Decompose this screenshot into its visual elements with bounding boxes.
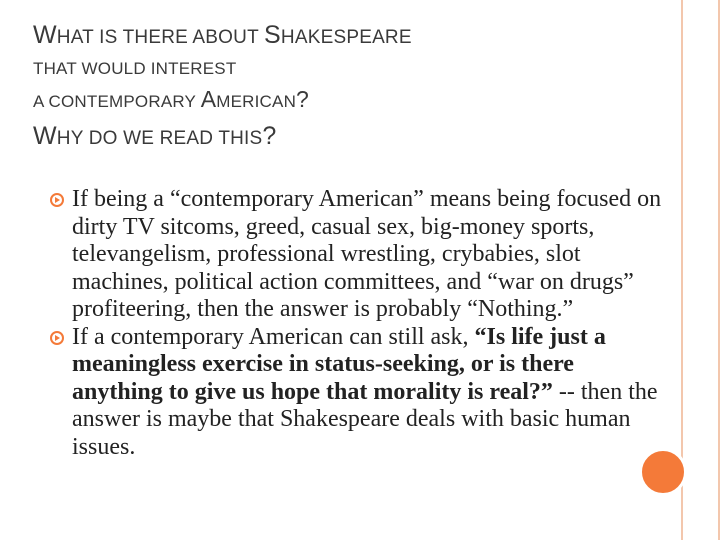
title-line-1 xyxy=(33,20,653,53)
title-question-mark: ? xyxy=(262,122,277,150)
title-text: A CONTEMPORARY xyxy=(33,92,196,111)
bullet-item-2 xyxy=(50,324,665,462)
title-cap: A xyxy=(200,86,217,112)
title-line-2: THAT WOULD INTEREST xyxy=(33,59,237,78)
bullet-text: -- then the answer is maybe that Shakespeare deals with basic human issues. xyxy=(72,378,658,460)
title-line-4 xyxy=(33,120,653,155)
slide-body xyxy=(50,186,665,461)
slide-title xyxy=(33,20,653,155)
title-text: HY DO WE READ THIS xyxy=(56,128,263,149)
title-line-3 xyxy=(33,85,653,116)
title-cap: W xyxy=(33,122,57,150)
title-text: HAT IS THERE ABOUT xyxy=(56,27,259,48)
bullet-icon xyxy=(50,331,64,345)
title-text: MERICAN xyxy=(216,92,297,111)
title-question-mark: ? xyxy=(296,86,310,112)
bullet-icon xyxy=(50,193,64,207)
bullet-bold-text: “Is life just a meaningless exercise in status-seeking, or is there anything to give us hope that morality is real?” xyxy=(72,323,606,405)
title-cap: W xyxy=(33,21,57,49)
bullet-text: If a contemporary American can still ask, xyxy=(72,323,475,350)
bullet-item-1 xyxy=(50,186,665,324)
title-cap: S xyxy=(264,21,281,49)
title-text: HAKESPEARE xyxy=(280,27,412,48)
bullet-text: If being a “contemporary American” means being focused on dirty TV sitcoms, greed, casual sex, big-money sports, televangelism, professional wrestling, crybabies, slot machines, political action committees, and “war on drugs” profiteering, then the answer is probably “Nothing.” xyxy=(72,186,662,322)
